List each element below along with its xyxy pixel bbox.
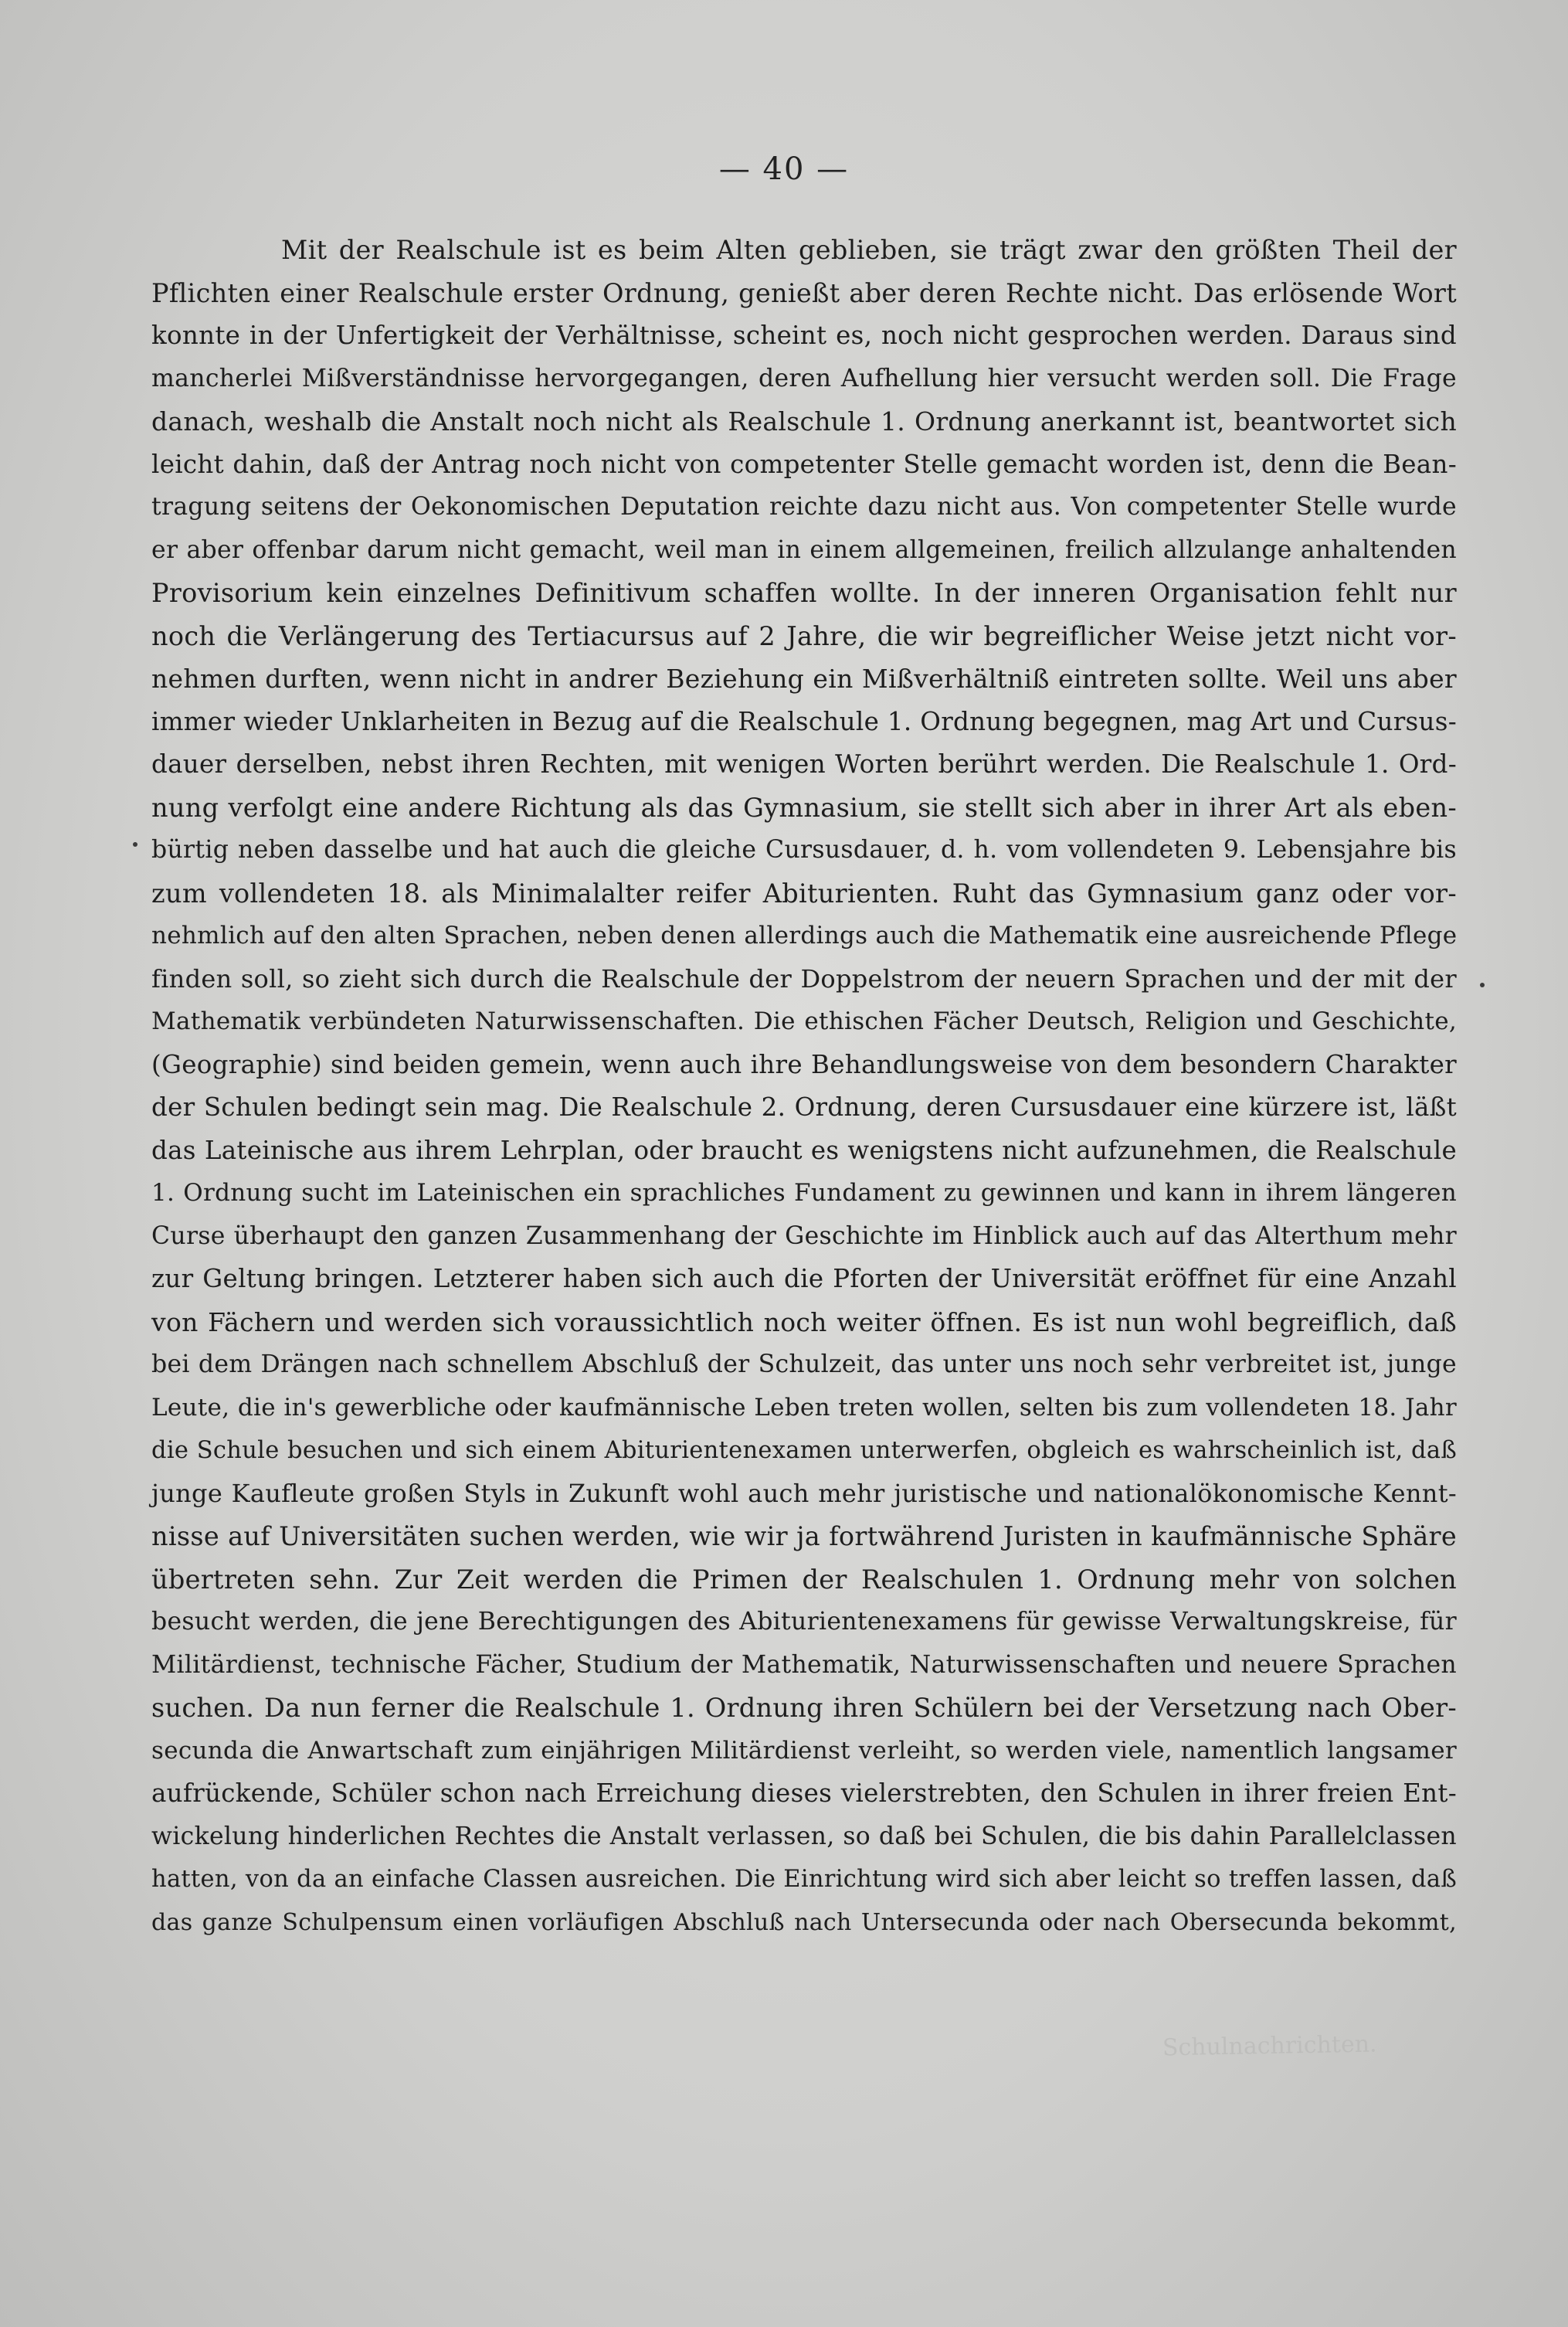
text-line: Militärdienst, technische Fächer, Studium der Mathematik, Naturwissenschaften und neuere Sprachen [151, 1650, 1457, 1679]
text-line: nung verfolgt eine andere Richtung als das Gymnasium, sie stellt sich aber in ihrer Art als eben- [151, 792, 1457, 823]
text-line: noch die Verlängerung des Tertiacursus auf 2 Jahre, die wir begreiflicher Weise jetzt nicht vor- [151, 620, 1457, 651]
page-number: — 40 — [718, 151, 850, 187]
text-line: zur Geltung bringen. Letzterer haben sich auch die Pforten der Universität eröffnet für eine Anzahl [151, 1264, 1457, 1293]
text-line: er aber offenbar darum nicht gemacht, weil man in einem allgemeinen, freilich allzulange anhaltenden [151, 535, 1457, 564]
text-line: leicht dahin, daß der Antrag noch nicht von competenter Stelle gemacht worden ist, denn die Bean- [151, 449, 1457, 479]
text-line: aufrückende, Schüler schon nach Erreichung dieses vielerstrebten, den Schulen in ihrer freien Ent- [151, 1778, 1457, 1808]
text-line: (Geographie) sind beiden gemein, wenn auch ihre Behandlungsweise von dem besondern Charakter [151, 1049, 1457, 1079]
text-line: Curse überhaupt den ganzen Zusammenhang der Geschichte im Hinblick auch auf das Alterthum mehr [151, 1221, 1457, 1250]
bleed-through-text: Schulnachrichten. [1162, 2030, 1377, 2062]
text-line: konnte in der Unfertigkeit der Verhältnisse, scheint es, noch nicht gesprochen werden. Daraus sind [151, 321, 1457, 350]
text-line: das ganze Schulpensum einen vorläufigen Abschluß nach Untersecunda oder nach Obersecunda bekommt, [151, 1908, 1457, 1936]
text-line: suchen. Da nun ferner die Realschule 1. Ordnung ihren Schülern bei der Versetzung nach Ober- [151, 1693, 1457, 1723]
text-line: hatten, von da an einfache Classen ausreichen. Die Einrichtung wird sich aber leicht so treffen lassen, daß [151, 1866, 1457, 1893]
text-line: secunda die Anwartschaft zum einjährigen Militärdienst verleiht, so werden viele, namentlich langsamer [151, 1736, 1457, 1765]
text-line: Provisorium kein einzelnes Definitivum schaffen wollte. In der inneren Organisation fehlt nur [151, 578, 1457, 608]
text-line: nehmlich auf den alten Sprachen, neben denen allerdings auch die Mathematik eine ausreichende Pflege [151, 922, 1458, 949]
text-line: bürtig neben dasselbe und hat auch die gleiche Cursusdauer, d. h. vom vollendeten 9. Lebensjahre bis [151, 836, 1457, 864]
text-line: immer wieder Unklarheiten in Bezug auf die Realschule 1. Ordnung begegnen, mag Art und Cursus- [151, 706, 1457, 736]
text-line: 1. Ordnung sucht im Lateinischen ein sprachliches Fundament zu gewinnen und kann in ihrem längeren [151, 1179, 1457, 1207]
text-line: nehmen durften, wenn nicht in andrer Beziehung ein Mißverhältniß eintreten sollte. Weil uns aber [151, 664, 1457, 694]
text-line: Leute, die in's gewerbliche oder kaufmännische Leben treten wollen, selten bis zum vollendeten 18. Jahr [151, 1393, 1457, 1422]
text-line: bei dem Drängen nach schnellem Abschluß der Schulzeit, das unter uns noch sehr verbreitet ist, junge [151, 1350, 1457, 1378]
text-line: der Schulen bedingt sein mag. Die Realschule 2. Ordnung, deren Cursusdauer eine kürzere ist, läßt [151, 1092, 1457, 1122]
text-line: die Schule besuchen und sich einem Abiturientenexamen unterwerfen, obgleich es wahrscheinlich ist, daß [151, 1437, 1457, 1464]
text-line: Pflichten einer Realschule erster Ordnung, genießt aber deren Rechte nicht. Das erlösende Wort [151, 277, 1457, 308]
ink-speck [1480, 983, 1485, 987]
text-line: mancherlei Mißverständnisse hervorgegangen, deren Aufhellung hier versucht werden soll. Die Frage [151, 364, 1457, 392]
text-line: Mit der Realschule ist es beim Alten geblieben, sie trägt zwar den größten Theil der [281, 235, 1457, 265]
text-line: danach, weshalb die Anstalt noch nicht als Realschule 1. Ordnung anerkannt ist, beantwortet sich [151, 406, 1457, 437]
text-line: besucht werden, die jene Berechtigungen des Abiturientenexamens für gewisse Verwaltungskreise, für [151, 1608, 1457, 1636]
text-line: von Fächern und werden sich voraussichtlich noch weiter öffnen. Es ist nun wohl begreiflich, daß [151, 1306, 1457, 1337]
text-line: dauer derselben, nebst ihren Rechten, mit wenigen Worten berührt werden. Die Realschule 1. Ord- [151, 749, 1457, 779]
ink-speck [133, 842, 137, 847]
text-line: zum vollendeten 18. als Minimalalter reifer Abiturienten. Ruht das Gymnasium ganz oder vor- [151, 878, 1457, 909]
text-line: wickelung hinderlichen Rechtes die Anstalt verlassen, so daß bei Schulen, die bis dahin Parallelclassen [151, 1822, 1457, 1850]
text-line: übertreten sehn. Zur Zeit werden die Primen der Realschulen 1. Ordnung mehr von solchen [151, 1564, 1457, 1595]
text-line: tragung seitens der Oekonomischen Deputation reichte dazu nicht aus. Von competenter Stelle wurde [151, 493, 1457, 521]
text-line: das Lateinische aus ihrem Lehrplan, oder braucht es wenigstens nicht aufzunehmen, die Realschule [151, 1135, 1457, 1165]
text-line: nisse auf Universitäten suchen werden, wie wir ja fortwährend Juristen in kaufmännische Sphäre [151, 1521, 1457, 1551]
text-line: finden soll, so zieht sich durch die Realschule der Doppelstrom der neuern Sprachen und der mit der [151, 963, 1457, 994]
text-line: junge Kaufleute großen Styls in Zukunft wohl auch mehr juristische und nationalökonomische Kennt- [151, 1478, 1457, 1508]
text-line: Mathematik verbündeten Naturwissenschaften. Die ethischen Fächer Deutsch, Religion und Geschichte, [151, 1007, 1457, 1035]
body-text [151, 229, 1457, 1944]
